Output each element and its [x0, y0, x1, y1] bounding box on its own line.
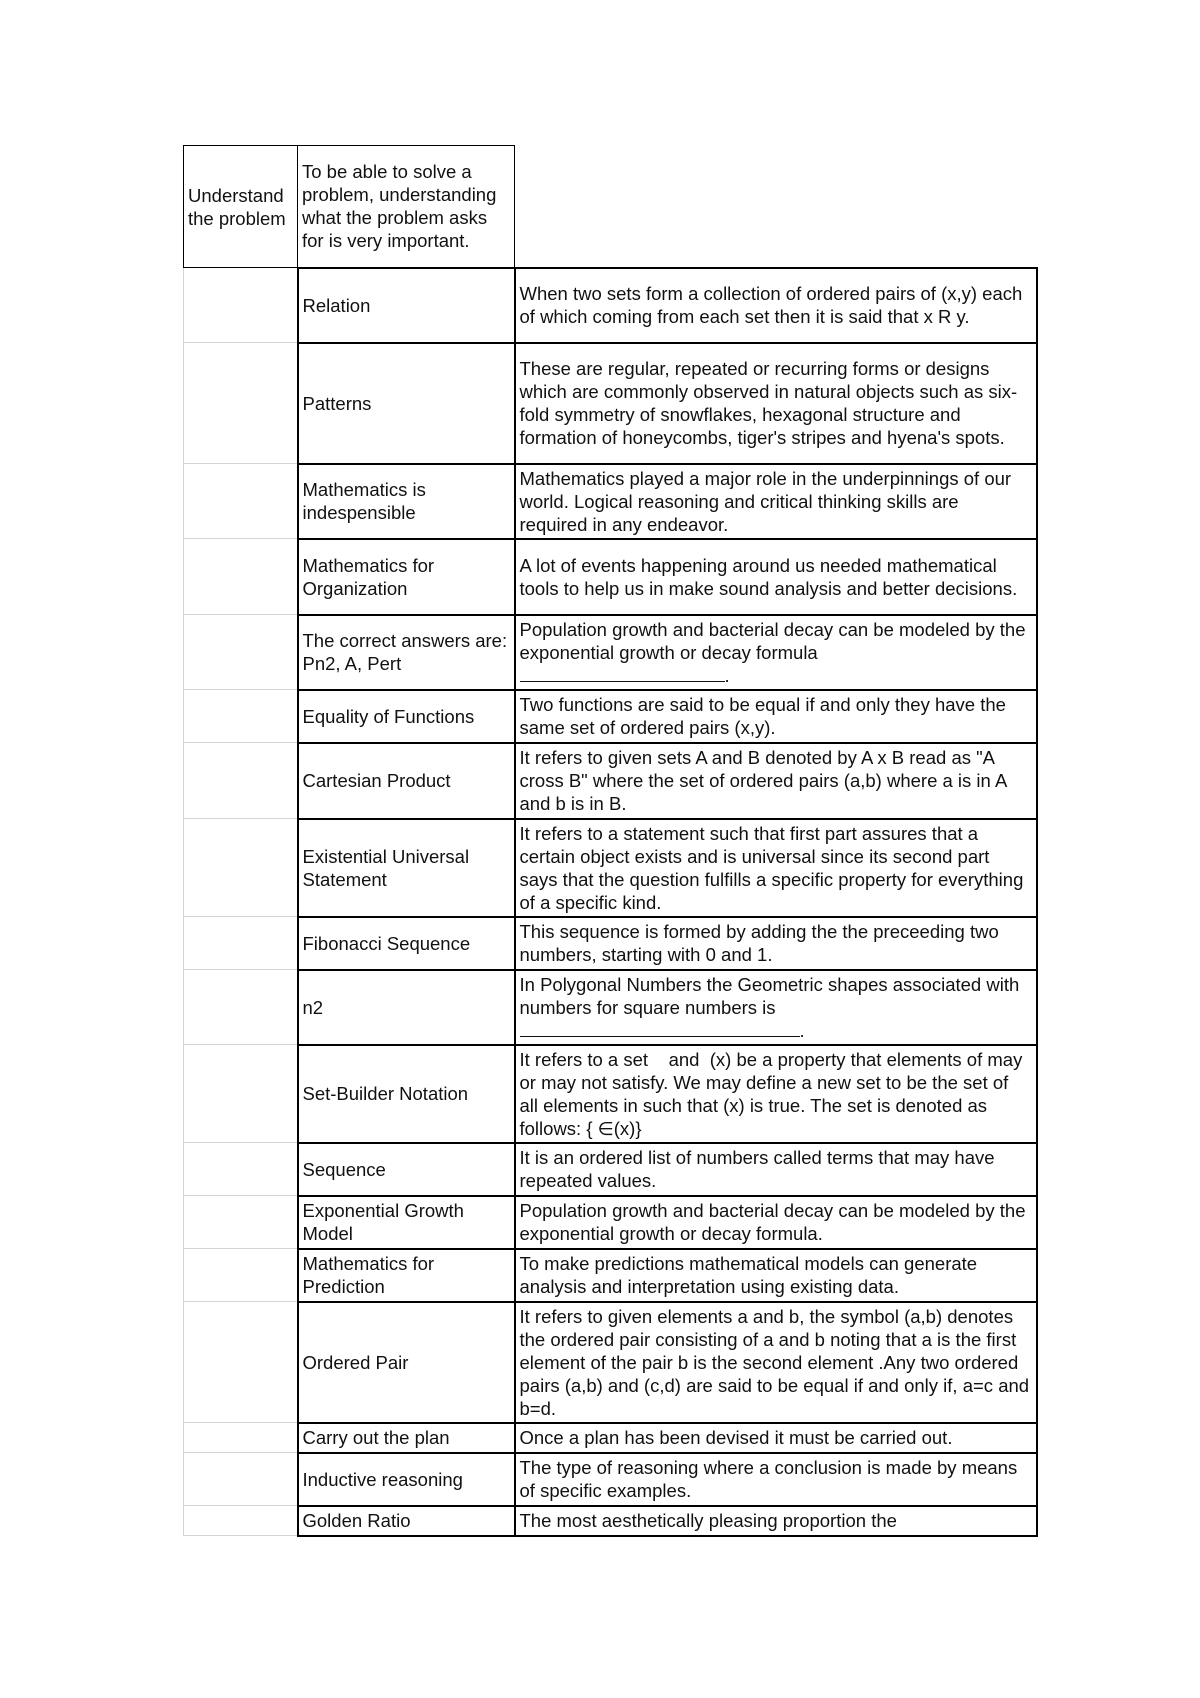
table-row — [184, 743, 1037, 819]
empty-header-cell — [515, 146, 1037, 268]
blank-suffix: . — [724, 664, 730, 686]
table-row — [184, 917, 1037, 970]
answer-blank — [520, 1022, 800, 1037]
definition-cell — [515, 970, 1037, 1045]
definition-cell: Mathematics played a major role in the underpinnings of our world. Logical reasoning and critical thinking skills are required in any endeavor. — [515, 464, 1037, 539]
table-row — [184, 539, 1037, 615]
blank-cell — [184, 1302, 298, 1423]
table-row — [184, 343, 1037, 464]
term-cell: Golden Ratio — [298, 1506, 515, 1536]
blank-cell — [184, 539, 298, 615]
definition-cell: It refers to a statement such that first part assures that a certain object exists and is universal since its second part says that the question fulfills a specific property for everything of a specific kind. — [515, 819, 1037, 917]
term-cell: The correct answers are: Pn2, A, Pert — [298, 615, 515, 690]
step-description-cell: To be able to solve a problem, understanding what the problem asks for is very important. — [298, 146, 515, 268]
blank-cell — [184, 1423, 298, 1453]
term-cell: Mathematics is indespensible — [298, 464, 515, 539]
term-cell: Mathematics for Organization — [298, 539, 515, 615]
definition-cell: Population growth and bacterial decay can be modeled by the exponential growth or decay formula. — [515, 1196, 1037, 1249]
definition-cell: It refers to given sets A and B denoted by A x B read as "A cross B" where the set of ordered pairs (a,b) where a is in A and b is in B. — [515, 743, 1037, 819]
blank-cell — [184, 1143, 298, 1196]
table-row — [184, 615, 1037, 690]
blank-cell — [184, 743, 298, 819]
term-cell: Existential Universal Statement — [298, 819, 515, 917]
term-cell: Exponential Growth Model — [298, 1196, 515, 1249]
term-cell: Inductive reasoning — [298, 1453, 515, 1506]
blank-cell — [184, 970, 298, 1045]
definition-text: Population growth and bacterial decay can be modeled by the exponential growth or decay formula — [519, 618, 1026, 663]
term-cell: Patterns — [298, 343, 515, 464]
definition-cell: This sequence is formed by adding the the preceeding two numbers, starting with 0 and 1. — [515, 917, 1037, 970]
definition-cell: To make predictions mathematical models can generate analysis and interpretation using existing data. — [515, 1249, 1037, 1302]
table-row — [184, 970, 1037, 1045]
term-cell: Cartesian Product — [298, 743, 515, 819]
blank-cell — [184, 1506, 298, 1536]
term-cell: Fibonacci Sequence — [298, 917, 515, 970]
definition-cell: Once a plan has been devised it must be carried out. — [515, 1423, 1037, 1453]
definition-cell: A lot of events happening around us needed mathematical tools to help us in make sound analysis and better decisions. — [515, 539, 1037, 615]
definition-cell: The most aesthetically pleasing proportion the — [515, 1506, 1037, 1536]
blank-cell — [184, 1045, 298, 1143]
term-cell: Set-Builder Notation — [298, 1045, 515, 1143]
definition-cell: Two functions are said to be equal if and only they have the same set of ordered pairs (x,y). — [515, 690, 1037, 743]
blank-cell — [184, 615, 298, 690]
term-cell: Ordered Pair — [298, 1302, 515, 1423]
term-cell: Relation — [298, 268, 515, 343]
answer-blank — [520, 667, 725, 682]
blank-cell — [184, 917, 298, 970]
table-row — [184, 1302, 1037, 1423]
blank-cell — [184, 1453, 298, 1506]
table-row — [184, 464, 1037, 539]
blank-cell — [184, 819, 298, 917]
blank-suffix: . — [799, 1019, 805, 1041]
term-cell: Equality of Functions — [298, 690, 515, 743]
blank-cell — [184, 690, 298, 743]
table-row — [184, 1506, 1037, 1536]
header-row — [184, 146, 1037, 268]
vocabulary-sheet — [183, 145, 1038, 1537]
table-row — [184, 1423, 1037, 1453]
table-row — [184, 819, 1037, 917]
term-cell: Mathematics for Prediction — [298, 1249, 515, 1302]
definition-cell: It is an ordered list of numbers called terms that may have repeated values. — [515, 1143, 1037, 1196]
table-row — [184, 1196, 1037, 1249]
definition-cell: These are regular, repeated or recurring forms or designs which are commonly observed in natural objects such as six-fold symmetry of snowflakes, hexagonal structure and formation of honeycombs, tiger's stripes and hyena's spots. — [515, 343, 1037, 464]
definition-cell: It refers to given elements a and b, the symbol (a,b) denotes the ordered pair consisting of a and b noting that a is the first element of the pair b is the second element .Any two ordered pairs (a,b) and (c,d) are said to be equal if and only if, a=c and b=d. — [515, 1302, 1037, 1423]
term-cell: Sequence — [298, 1143, 515, 1196]
definition-text: In Polygonal Numbers the Geometric shapes associated with numbers for square numbers is — [519, 973, 1020, 1018]
table-row — [184, 1453, 1037, 1506]
table-row — [184, 1249, 1037, 1302]
table-row — [184, 268, 1037, 343]
blank-cell — [184, 464, 298, 539]
blank-cell — [184, 1196, 298, 1249]
table-row — [184, 1143, 1037, 1196]
definition-cell — [515, 615, 1037, 690]
table-row — [184, 690, 1037, 743]
blank-cell — [184, 343, 298, 464]
term-cell: Carry out the plan — [298, 1423, 515, 1453]
step-cell: Understand the problem — [184, 146, 298, 268]
terms-table — [183, 145, 1038, 1537]
definition-cell: When two sets form a collection of ordered pairs of (x,y) each of which coming from each set then it is said that x R y. — [515, 268, 1037, 343]
term-cell: n2 — [298, 970, 515, 1045]
blank-cell — [184, 1249, 298, 1302]
definition-cell: The type of reasoning where a conclusion is made by means of specific examples. — [515, 1453, 1037, 1506]
blank-cell — [184, 268, 298, 343]
table-row — [184, 1045, 1037, 1143]
definition-cell: It refers to a set and (x) be a property that elements of may or may not satisfy. We may define a new set to be the set of all elements in such that (x) is true. The set is denoted as follows: { ∈(x)} — [515, 1045, 1037, 1143]
